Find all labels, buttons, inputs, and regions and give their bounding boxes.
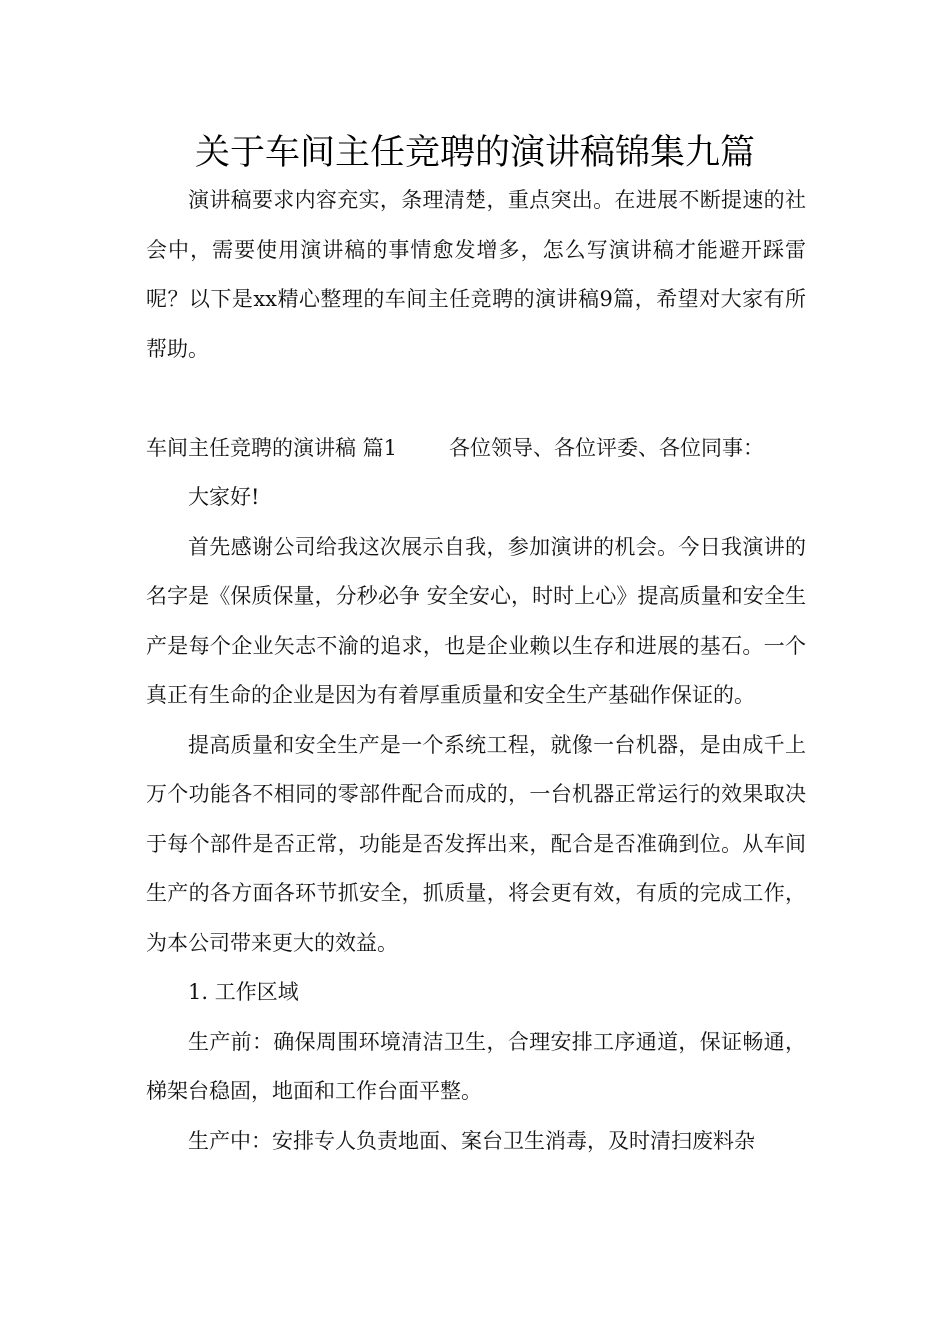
list-heading-work-area: 1. 工作区域 (188, 980, 299, 1004)
body-paragraph-before-production: 生产前：确保周围环境清洁卫生，合理安排工序通道，保证畅通，梯架台稳固，地面和工作台面平整。 (146, 1029, 806, 1103)
paragraph-gap (146, 374, 806, 424)
body-paragraph-during-production: 生产中：安排专人负责地面、案台卫生消毒，及时清扫废料杂 (188, 1128, 755, 1153)
salutation: 各位领导、各位评委、各位同事： (449, 435, 765, 460)
body-paragraph-2: 提高质量和安全生产是一个系统工程，就像一台机器，是由成千上万个功能各不相同的零部件配合而成的，一台机器正常运行的效果取决于每个部件是否正常，功能是否发挥出来，配合是否准确到位。从车间生产的各方面各环节抓安全，抓质量，将会更有效，有质的完成工作，为本公司带来更大的效益。 (146, 732, 806, 955)
greeting: 大家好! (188, 485, 260, 509)
body-paragraph-1: 首先感谢公司给我这次展示自我，参加演讲的机会。今日我演讲的名字是《保质保量，分秒必争 安全安心，时时上心》提高质量和安全生产是每个企业矢志不渝的追求，也是企业赖以生存和进展的基石。一个真正有生命的企业是因为有着厚重质量和安全生产基础作保证的。 (146, 534, 806, 707)
section-heading-line (146, 424, 806, 474)
document-body (146, 176, 806, 1166)
section-heading: 车间主任竞聘的演讲稿 篇1 (146, 435, 398, 460)
document-title: 关于车间主任竞聘的演讲稿锦集九篇 (194, 133, 755, 173)
intro-paragraph: 演讲稿要求内容充实，条理清楚，重点突出。在进展不断提速的社会中，需要使用演讲稿的事情愈发增多，怎么写演讲稿才能避开踩雷呢？以下是xx精心整理的车间主任竞聘的演讲稿9篇，希望对大家有所帮助。 (146, 188, 806, 361)
